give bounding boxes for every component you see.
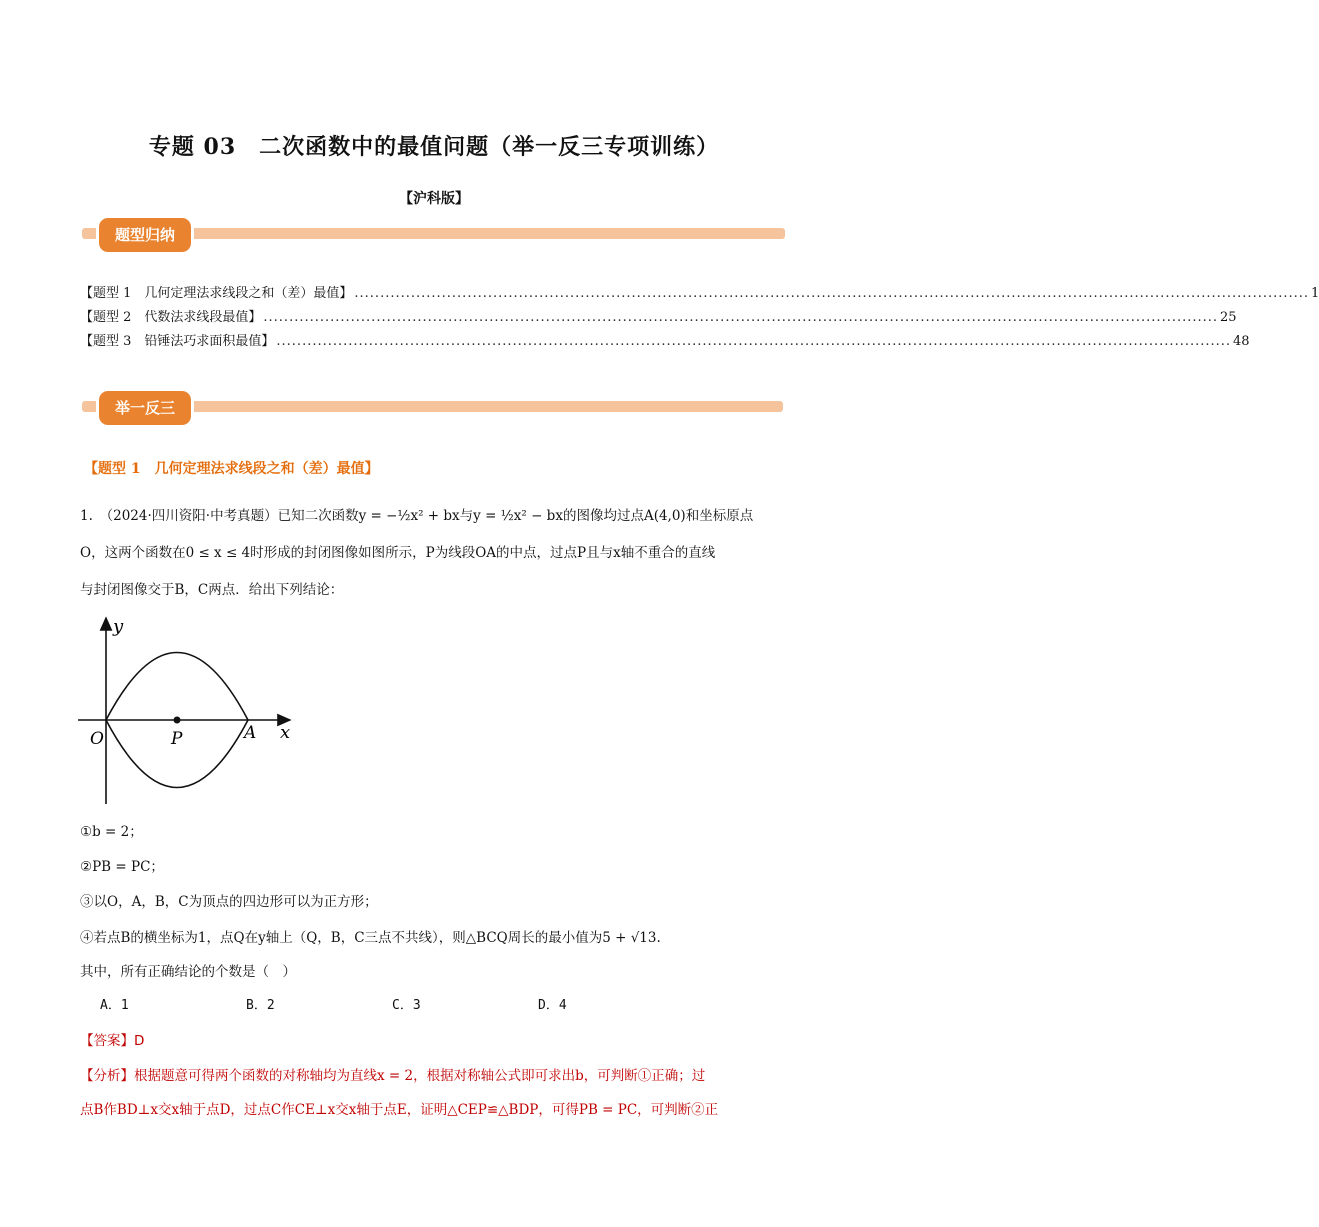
point-p-label: P (171, 729, 183, 749)
section-pill-practice: 举一反三 (99, 391, 191, 425)
toc-page: 48 (1233, 334, 1250, 349)
toc-row[interactable] (80, 330, 1250, 354)
toc-dots: .......................................................................................................................................................................................... (263, 310, 1219, 325)
upper-parabola (106, 653, 248, 721)
y-axis-label: y (113, 616, 124, 637)
toc-label: 【题型 1 几何定理法求线段之和（差）最值】 (80, 286, 353, 301)
toc-label: 【题型 3 铅锤法巧求面积最值】 (80, 334, 275, 349)
question-prompt: 其中，所有正确结论的个数是（ ） (80, 964, 296, 980)
point-p (174, 717, 181, 724)
conclusion-item: ②PB = PC； (80, 859, 164, 875)
section-heading: 【题型 1 几何定理法求线段之和（差）最值】 (84, 461, 379, 477)
conclusion-item: ④若点B的横坐标为1，点Q在y轴上（Q，B，C三点不共线），则△BCQ周长的最小值为5 + √13. (80, 930, 661, 946)
document-title: 专题 03 二次函数中的最值问题（举一反三专项训练） (148, 134, 720, 160)
option-d[interactable]: D．4 (538, 998, 567, 1013)
function-graph-figure (70, 612, 310, 812)
toc-row[interactable] (80, 282, 1319, 306)
toc-page: 1 (1311, 286, 1319, 301)
question-line-1: 1. （2024·四川资阳·中考真题）已知二次函数y = −½x² + bx与y = ½x² − bx的图像均过点A(4,0)和坐标原点 (80, 508, 754, 524)
toc-label: 【题型 2 代数法求线段最值】 (80, 310, 262, 325)
x-axis-label: x (280, 722, 291, 743)
conclusion-item: ③以O，A，B，C为顶点的四边形可以为正方形； (80, 894, 378, 910)
answer-label: 【答案】D (80, 1033, 145, 1049)
edition-label: 【沪科版】 (399, 191, 469, 207)
table-of-contents (80, 282, 1319, 354)
option-b[interactable]: B．2 (246, 998, 275, 1013)
option-a[interactable]: A．1 (100, 998, 129, 1013)
analysis-line-1: 【分析】根据题意可得两个函数的对称轴均为直线x = 2，根据对称轴公式即可求出b，可判断①正确；过 (80, 1068, 706, 1084)
section-pill-summary: 题型归纳 (99, 218, 191, 252)
conclusion-item: ①b = 2； (80, 824, 143, 840)
toc-dots: .......................................................................................................................................................................................... (354, 286, 1310, 301)
point-a-label: A (244, 723, 257, 743)
answer-options (100, 994, 700, 1013)
question-line-3: 与封闭图像交于B，C两点．给出下列结论： (80, 582, 344, 598)
option-c[interactable]: C．3 (392, 998, 421, 1013)
toc-dots: .......................................................................................................................................................................................... (276, 334, 1232, 349)
question-line-2: O，这两个函数在0 ≤ x ≤ 4时形成的封闭图像如图所示，P为线段OA的中点，过点P且与x轴不重合的直线 (80, 545, 716, 561)
analysis-line-2: 点B作BD⊥x交x轴于点D，过点C作CE⊥x交x轴于点E，证明△CEP≌△BDP，可得PB = PC，可判断②正 (80, 1102, 719, 1118)
toc-page: 25 (1220, 310, 1237, 325)
toc-row[interactable] (80, 306, 1237, 330)
origin-label: O (90, 729, 104, 749)
